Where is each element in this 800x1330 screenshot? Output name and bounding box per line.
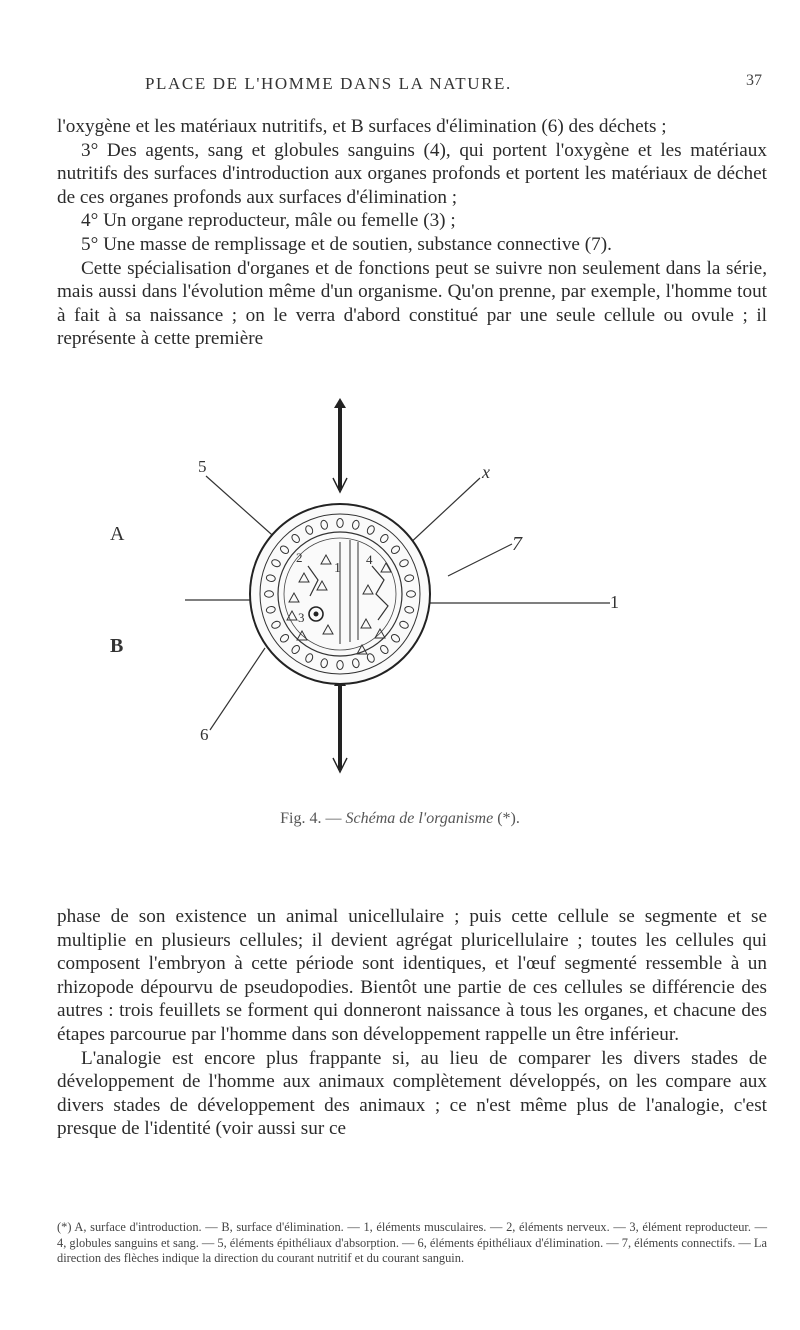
reproductive-element — [314, 612, 319, 617]
caption-suffix: (*). — [493, 810, 520, 827]
page-number: 37 — [746, 72, 762, 89]
organism-schema-diagram — [80, 390, 720, 800]
label-1: 1 — [610, 592, 619, 612]
body-text-top — [57, 115, 767, 351]
label-2: 2 — [296, 550, 303, 565]
paragraph: 4° Un organe reproducteur, mâle ou femelle (3) ; — [81, 210, 456, 232]
bottom-arrow-icon — [333, 676, 347, 772]
footnote: (*) A, surface d'introduction. — B, surface d'élimination. — 1, éléments musculaires. — 2, éléments nerveux. — 3, élément reproducteur. — 4, globules sanguins et sang. — 5, éléments épithéliaux d'absorption. — 6, éléments épithéliaux d'élimination. — 7, éléments connectifs. — La direction des flèches indique la direction du courant nutritif et du courant sanguin. — [57, 1220, 767, 1265]
label-5: 5 — [198, 457, 207, 476]
leader-line-6 — [210, 648, 265, 730]
label-surface-a: A — [110, 523, 125, 545]
label-x: x — [482, 462, 490, 482]
paragraph: l'oxygène et les matériaux nutritifs, et B surfaces d'élimination (6) des déchets ; — [57, 116, 667, 137]
leader-line-7 — [448, 544, 512, 576]
paragraph: Cette spécialisation d'organes et de fonctions peut se suivre non seulement dans la série, mais aussi dans l'évolution même d'un organisme. Qu'on prenne, par exemple, l'homme tout à fait à sa naissance ; on le verra d'abord constitué par une seule cellule ou ovule ; il représente à cette première — [57, 257, 767, 350]
label-inner-1: 1 — [334, 561, 341, 576]
paragraph: 5° Une masse de remplissage et de soutien, substance connective (7). — [81, 233, 612, 255]
paragraph: L'analogie est encore plus frappante si, au lieu de comparer les divers stades de développement de l'homme aux animaux complètement développés, on les compare aux divers stades de développement des animaux ; ce n'est même plus de l'analogie, c'est presque de l'identité (voir aussi sur ce — [57, 1047, 767, 1140]
organism-schema-figure — [80, 390, 720, 800]
caption-title: Schéma de l'organisme — [345, 810, 494, 827]
body-text-bottom — [57, 905, 767, 1141]
label-surface-b: B — [110, 635, 124, 657]
running-header: PLACE DE L'HOMME DANS LA NATURE. — [145, 74, 512, 93]
label-6: 6 — [200, 725, 209, 744]
figure-caption — [0, 810, 800, 828]
paragraph: phase de son existence un animal unicellulaire ; puis cette cellule se segmente et se multiplie en plusieurs cellules; il devient agrégat pluricellulaire ; toutes les cellules qui composent l'embryon à cette période sont identiques, et l'œuf segmenté ressemble à un rhizopode dépourvu de pseudopodies. Bientôt une partie de ces cellules se différencie des autres : trois feuillets se forment qui donneront naissance à tous les organes, et chacune des étapes parcourue par l'homme dans son développement rappelle un être inférieur. — [57, 906, 767, 1045]
label-4: 4 — [366, 552, 373, 567]
paragraph: 3° Des agents, sang et globules sanguins (4), qui portent l'oxygène et les matériaux nutritifs des surfaces d'introduction aux organes profonds et portent les matériaux de déchet de ces organes profonds aux surfaces d'élimination ; — [57, 139, 767, 208]
top-arrow-icon — [333, 398, 347, 492]
label-3: 3 — [298, 610, 305, 625]
label-7: 7 — [512, 533, 522, 555]
caption-prefix: Fig. 4. — — [280, 810, 346, 827]
